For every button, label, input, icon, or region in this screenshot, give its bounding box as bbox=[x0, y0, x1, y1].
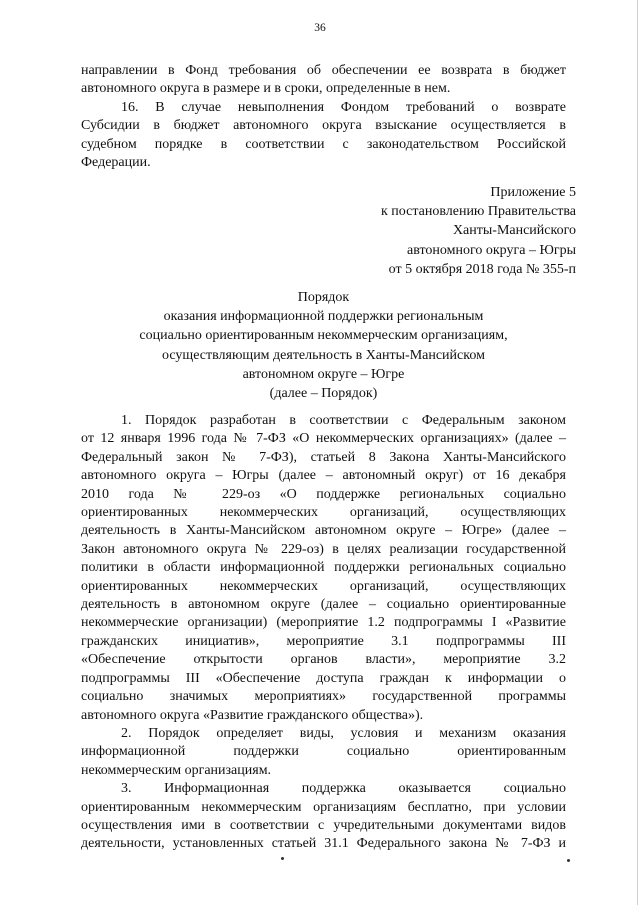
text-line: 1. Порядок разработан в соответствии с Федеральным законом bbox=[121, 413, 566, 428]
text-line: 2010 года № 229-оз «О поддержке региональных социально bbox=[81, 486, 566, 502]
appendix-header bbox=[300, 183, 576, 279]
text-line: автономного округа – Югры (далее – автономный округ) от 16 декабря bbox=[81, 468, 566, 484]
appendix-line: к постановлению Правительства bbox=[380, 204, 576, 220]
paragraph-3 bbox=[81, 780, 566, 854]
title-line: социально ориентированным некоммерческим организациям, bbox=[139, 328, 508, 344]
appendix-line: от 5 октября 2018 года № 355-п bbox=[388, 261, 576, 277]
text-line: гражданских инициатив», мероприятие 3.1 подпрограммы III bbox=[81, 633, 566, 649]
paragraph-16 bbox=[81, 99, 566, 173]
text-line: Федерации. bbox=[81, 155, 151, 171]
page-edge bbox=[637, 0, 638, 905]
appendix-line: Ханты-Мансийского bbox=[452, 223, 576, 239]
scan-speck bbox=[567, 859, 570, 862]
scan-speck bbox=[281, 857, 284, 860]
text-line: подпрограммы III «Обеспечение доступа граждан к информации о bbox=[81, 670, 566, 686]
text-line: «Обеспечение открытости органов власти», мероприятие 3.2 bbox=[81, 652, 566, 668]
text-line: деятельность в Ханты-Мансийском автономном округе – Югре» (далее – bbox=[81, 523, 566, 539]
text-line: автономного округа в размере и в сроки, определенные в нем. bbox=[81, 81, 451, 97]
paragraph-1 bbox=[81, 412, 566, 725]
text-line: ориентированных некоммерческих организаций, осуществляющих bbox=[81, 578, 566, 594]
appendix-line: Приложение 5 bbox=[490, 185, 576, 200]
document-title bbox=[81, 288, 566, 403]
title-line: оказания информационной поддержки региональным bbox=[163, 309, 484, 325]
top-text-block bbox=[81, 62, 566, 172]
text-line: ориентированным некоммерческим организациям бесплатно, при условии bbox=[81, 799, 566, 815]
text-line: судебном порядке в соответствии с законодательством Российской bbox=[81, 136, 566, 152]
text-line: Федеральный закон № 7-ФЗ), статьей 8 Закона Ханты-Мансийского bbox=[81, 449, 566, 465]
text-line: деятельность в автономном округе (далее – социально ориентированные bbox=[81, 597, 566, 613]
text-line: направлении в Фонд требования об обеспечении ее возврата в бюджет bbox=[81, 63, 566, 78]
text-line: от 12 января 1996 года № 7-ФЗ «О некоммерческих организациях» (далее – bbox=[81, 431, 566, 447]
text-line: ориентированных некоммерческих организаций, осуществляющих bbox=[81, 505, 566, 521]
page-number: 36 bbox=[314, 22, 326, 34]
appendix-line: автономного округа – Югры bbox=[407, 242, 576, 258]
paragraph-continuation bbox=[81, 62, 566, 99]
text-line: автономного округа «Развитие гражданского общества»). bbox=[81, 707, 424, 723]
text-line: информационной поддержки социально ориентированным bbox=[81, 744, 566, 760]
title-line: автономном округе – Югре bbox=[242, 366, 405, 382]
text-line: политики в области информационной поддержки региональных социально bbox=[81, 560, 566, 576]
text-line: осуществления ими в соответствии с учредительными документами видов bbox=[81, 817, 566, 833]
text-line: Закон автономного округа № 229-оз) в целях реализации государственной bbox=[81, 541, 566, 557]
text-line: деятельности, установленных статьей 31.1 Федерального закона № 7-ФЗ и bbox=[81, 836, 566, 852]
title-line: осуществляющим деятельность в Ханты-Мансийском bbox=[162, 347, 485, 363]
paragraph-2 bbox=[81, 725, 566, 780]
text-line: 2. Порядок определяет виды, условия и механизм оказания bbox=[121, 725, 566, 741]
text-line: 16. В случае невыполнения Фондом требований о возврате bbox=[121, 99, 566, 115]
text-line: 3. Информационная поддержка оказывается социально bbox=[121, 781, 566, 797]
text-line: социально значимых мероприятиях» государственной программы bbox=[81, 689, 566, 705]
text-line: Субсидии в бюджет автономного округа взыскание осуществляется в bbox=[81, 118, 566, 134]
text-line: некоммерческим организациям. bbox=[81, 762, 272, 778]
title-line: (далее – Порядок) bbox=[269, 386, 378, 402]
title-line: Порядок bbox=[297, 290, 350, 305]
main-text-block bbox=[81, 412, 566, 854]
text-line: некоммерческие организации) (мероприятие 1.2 подпрограммы I «Развитие bbox=[81, 615, 566, 631]
